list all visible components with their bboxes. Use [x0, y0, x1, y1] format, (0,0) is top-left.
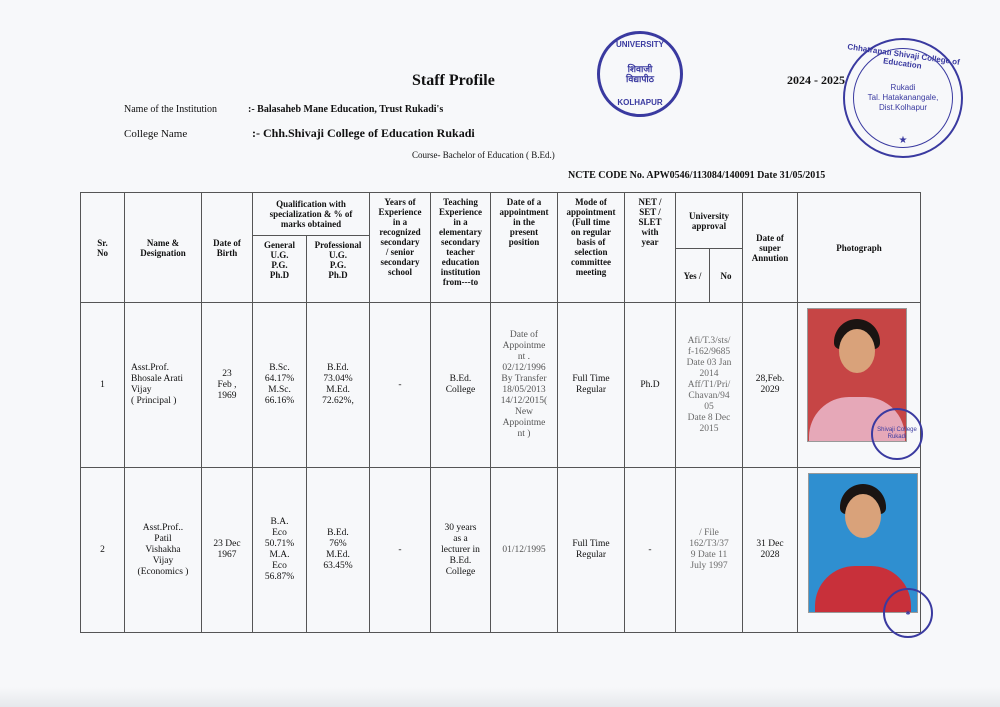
row1-sr-no: 1	[80, 302, 125, 468]
col-sr-no: Sr. No	[80, 192, 125, 303]
star-icon: ★	[898, 135, 908, 146]
row1-university-approval: Afi/T.3/sts/ f-162/9685 Date 03 Jan 2014 Aff/T1/Pri/ Chavan/94 05 Date 8 Dec 2015	[675, 302, 743, 468]
row1-general: B.Sc. 64.17% M.Sc. 66.16%	[252, 302, 307, 468]
row1-professional: B.Ed. 73.04% M.Ed. 72.62%,	[306, 302, 370, 468]
ncte-code: NCTE CODE No. APW0546/113084/140091 Date 31/05/2015	[568, 170, 826, 181]
staff-table	[80, 192, 921, 633]
row2-appointment-mode: Full Time Regular	[557, 467, 625, 633]
col-approval-no: No	[709, 248, 743, 303]
col-experience-secondary: Years of Experience in a recognized secondary / senior secondary school	[369, 192, 431, 303]
row2-professional: B.Ed. 76% M.Ed. 63.45%	[306, 467, 370, 633]
row1-appointment-mode: Full Time Regular	[557, 302, 625, 468]
row1-name: Asst.Prof. Bhosale Arati Vijay ( Principal )	[124, 302, 202, 468]
row2-university-approval: / File 162/T3/37 9 Date 11 July 1997	[675, 467, 743, 633]
col-professional: Professional U.G. P.G. Ph.D	[306, 235, 370, 303]
col-appointment-date: Date of a appointment in the present position	[490, 192, 558, 303]
university-stamp	[597, 31, 683, 117]
row2-superannuation: 31 Dec 2028	[742, 467, 798, 633]
photo-stamp-1: Shivaji College Rukadi	[871, 408, 923, 460]
row1-superannuation: 28,Feb. 2029	[742, 302, 798, 468]
col-name: Name & Designation	[124, 192, 202, 303]
college-stamp-center: Rukadi Tal. Hatakanangale, Dist.Kolhapur	[867, 83, 939, 112]
university-stamp-mid: शिवाजी विद्यापीठ	[625, 64, 654, 84]
institution-label: Name of the Institution	[124, 104, 218, 115]
academic-year: 2024 - 2025	[787, 73, 845, 87]
university-stamp-top: UNIVERSITY	[615, 40, 664, 49]
university-stamp-bottom: KOLHAPUR	[617, 98, 663, 107]
col-net-set: NET / SET / SLET with year	[624, 192, 676, 303]
photo-stamp-2	[883, 588, 933, 638]
row2-experience-elementary: 30 years as a lecturer in B.Ed. College	[430, 467, 491, 633]
college-label: College Name	[124, 128, 188, 140]
col-photograph: Photograph	[797, 192, 921, 303]
course-line: Course- Bachelor of Education ( B.Ed.)	[412, 150, 555, 160]
row1-net-set: Ph.D	[624, 302, 676, 468]
college-stamp	[843, 38, 963, 158]
col-dob: Date of Birth	[201, 192, 253, 303]
row2-dob: 23 Dec 1967	[201, 467, 253, 633]
row1-experience-elementary: B.Ed. College	[430, 302, 491, 468]
college-stamp-ring: Chhatrapati Shivaji College of Education	[846, 42, 961, 71]
row2-net-set: -	[624, 467, 676, 633]
col-general: General U.G. P.G. Ph.D	[252, 235, 307, 303]
college-value: :- Chh.Shivaji College of Education Rukadi	[252, 126, 475, 140]
row2-name: Asst.Prof.. Patil Vishakha Vijay (Economics )	[124, 467, 202, 633]
row2-appointment-date: 01/12/1995	[490, 467, 558, 633]
page-title: Staff Profile	[412, 72, 495, 89]
col-appointment-mode: Mode of appointment (Full time on regular basis of selection committee meeting	[557, 192, 625, 303]
row1-experience-secondary: -	[369, 302, 431, 468]
row2-general: B.A. Eco 50.71% M.A. Eco 56.87%	[252, 467, 307, 633]
row1-dob: 23 Feb , 1969	[201, 302, 253, 468]
institution-value: :- Balasaheb Mane Education, Trust Rukadi's	[248, 104, 444, 115]
col-university-approval: University approval	[675, 192, 743, 249]
col-approval-yes: Yes /	[675, 248, 710, 303]
col-qualification: Qualification with specialization & % of marks obtained	[252, 192, 370, 236]
row2-sr-no: 2	[80, 467, 125, 633]
row2-experience-secondary: -	[369, 467, 431, 633]
col-superannuation: Date of super Annution	[742, 192, 798, 303]
col-experience-elementary: Teaching Experience in a elementary secondary teacher education institution from---to	[430, 192, 491, 303]
row1-appointment-date: Date of Appointme nt . 02/12/1996 By Transfer 18/05/2013 14/12/2015( New Appointme nt )	[490, 302, 558, 468]
photo-stamp-2-star: ✱	[905, 610, 911, 617]
